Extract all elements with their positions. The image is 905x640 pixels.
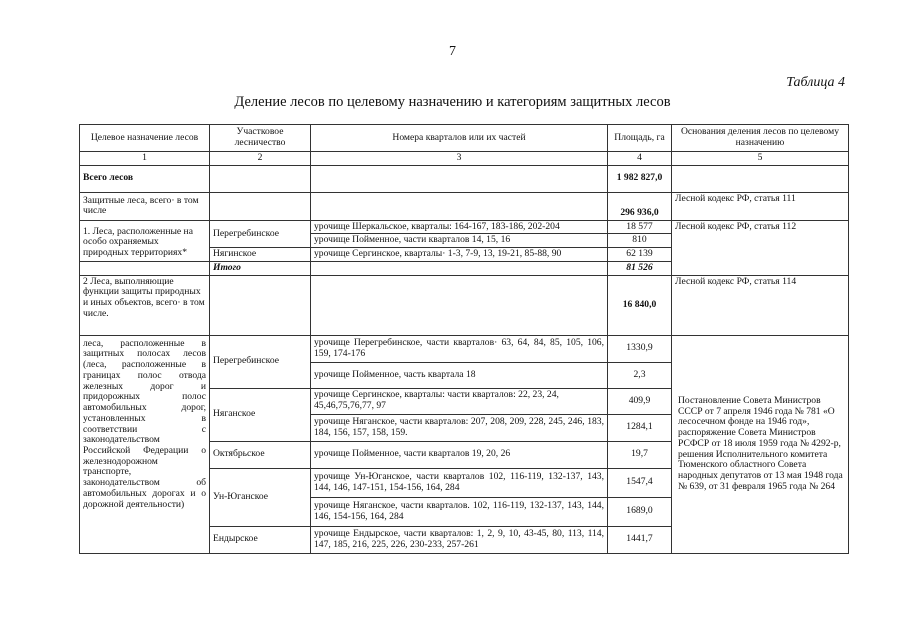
- col-number-2: 2: [210, 152, 311, 166]
- cat1-label: 1. Леса, расположенные на особо охраняемых природных территориях*: [80, 220, 210, 261]
- col-number-4: 4: [608, 152, 672, 166]
- header-quarters: Номера кварталов или их частей: [311, 125, 608, 152]
- col-number-5: 5: [672, 152, 849, 166]
- cat1-area-1: 18 577: [608, 220, 672, 234]
- quarters-un-yugan-1: урочище Ун-Юганское, части кварталов 102, 116-119, 132-137, 143, 144, 146, 147-151, 154-156, 164, 284: [311, 468, 608, 497]
- district-un-yugan: Ун-Юганское: [210, 468, 311, 526]
- area-un-yugan-2: 1689,0: [608, 497, 672, 526]
- basis-long: Постановление Совета Министров СССР от 7 апреля 1946 года № 781 «О лесосечном фонде на 1946 год», распоряжение Совета Министров РСФСР от 18 июля 1959 года № 4292-р, решения Исполнительного комитета Тюменского областного Совета народных депутатов от 13 мая 1948 года № 639, от 31 февраля 1965 года № 264: [672, 335, 849, 553]
- table-label: Таблица 4: [786, 75, 845, 90]
- area-nyagan-2: 1284,1: [608, 414, 672, 441]
- cat1-quarters-2: урочище Пойменное, части кварталов 14, 15, 16: [311, 234, 608, 248]
- itogo-label: Итого: [210, 261, 311, 275]
- total-area: 1 982 827,0: [608, 165, 672, 192]
- cat2-row: [80, 275, 849, 335]
- protective-label: Защитные леса, всего· в том числе: [80, 192, 210, 220]
- quarters-peregreb-2: урочище Пойменное, часть квартала 18: [311, 362, 608, 388]
- protective-area: 296 936,0: [608, 192, 672, 220]
- page-number: 7: [449, 44, 456, 59]
- cat2-area: 16 840,0: [608, 275, 672, 335]
- cat1-basis: Лесной кодекс РФ, статья 112: [672, 220, 849, 275]
- forest-row-1: [80, 335, 849, 362]
- cat1-row-1: [80, 220, 849, 234]
- forest-division-table: [79, 124, 849, 554]
- cat1-area-3: 62 139: [608, 248, 672, 262]
- itogo-area: 81 526: [608, 261, 672, 275]
- quarters-un-yugan-2: урочище Няганское, части кварталов. 102, 116-119, 132-137, 143, 144, 146, 154-156, 164, 284: [311, 497, 608, 526]
- area-un-yugan-1: 1547,4: [608, 468, 672, 497]
- table-title: Деление лесов по целевому назначению и категориям защитных лесов: [234, 94, 671, 110]
- header-area: Площадь, га: [608, 125, 672, 152]
- header-row: [80, 125, 849, 152]
- cat1-quarters-1: урочище Шеркальское, кварталы: 164-167, 183-186, 202-204: [311, 220, 608, 234]
- area-oktyabr: 19,7: [608, 441, 672, 468]
- cat2-basis: Лесной кодекс РФ, статья 114: [672, 275, 849, 335]
- header-basis: Основания деления лесов по целевому назначению: [672, 125, 849, 152]
- quarters-nyagan-1: урочище Сергинское, кварталы: части кварталов: 22, 23, 24, 45,46,75,76,77, 97: [311, 388, 608, 414]
- col-number-1: 1: [80, 152, 210, 166]
- district-nyagan: Няганское: [210, 388, 311, 441]
- district-endyr: Ендырское: [210, 526, 311, 553]
- total-row: [80, 165, 849, 192]
- col-number-3: 3: [311, 152, 608, 166]
- quarters-endyr: урочище Ендырское, части кварталов: 1, 2, 9, 10, 43-45, 80, 113, 114, 147, 185, 216, 225, 226, 230-233, 257-261: [311, 526, 608, 553]
- district-peregreb: Перегребинское: [210, 335, 311, 388]
- quarters-oktyabr: урочище Пойменное, части кварталов 19, 20, 26: [311, 441, 608, 468]
- district-oktyabr: Октябрьское: [210, 441, 311, 468]
- total-label: Всего лесов: [80, 165, 210, 192]
- protective-row: [80, 192, 849, 220]
- cat1-district-a: Перегребинское: [210, 220, 311, 247]
- protective-basis: Лесной кодекс РФ, статья 111: [672, 192, 849, 220]
- area-peregreb-2: 2,3: [608, 362, 672, 388]
- cat1-district-b: Нягинское: [210, 248, 311, 262]
- cat1-area-2: 810: [608, 234, 672, 248]
- cat1-quarters-3: урочище Сергинское, кварталы· 1-3, 7-9, 13, 19-21, 85-88, 90: [311, 248, 608, 262]
- quarters-peregreb-1: урочище Перегребинское, части кварталов· 63, 64, 84, 85, 105, 106, 159, 174-176: [311, 335, 608, 362]
- header-district: Участковое лесничество: [210, 125, 311, 152]
- area-endyr: 1441,7: [608, 526, 672, 553]
- header-numbers-row: [80, 152, 849, 166]
- header-purpose: Целевое назначение лесов: [80, 125, 210, 152]
- quarters-nyagan-2: урочище Няганское, части кварталов: 207, 208, 209, 228, 245, 246, 183, 184, 156, 157, 158, 159.: [311, 414, 608, 441]
- area-peregreb-1: 1330,9: [608, 335, 672, 362]
- cat2-label: 2 Леса, выполняющие функции защиты природных и иных объектов, всего· в том числе.: [80, 275, 210, 335]
- forest-label: леса, расположенные в защитных полосах лесов (леса, расположенные в границах полос отвода железных дорог и придорожных полос автомобильных дорог, установленных в соответствии с законодательством Российской Федерации о железнодорожном транспорте, законодательством об автомобильных дорогах и о дорожной деятельности): [80, 335, 210, 553]
- area-nyagan-1: 409,9: [608, 388, 672, 414]
